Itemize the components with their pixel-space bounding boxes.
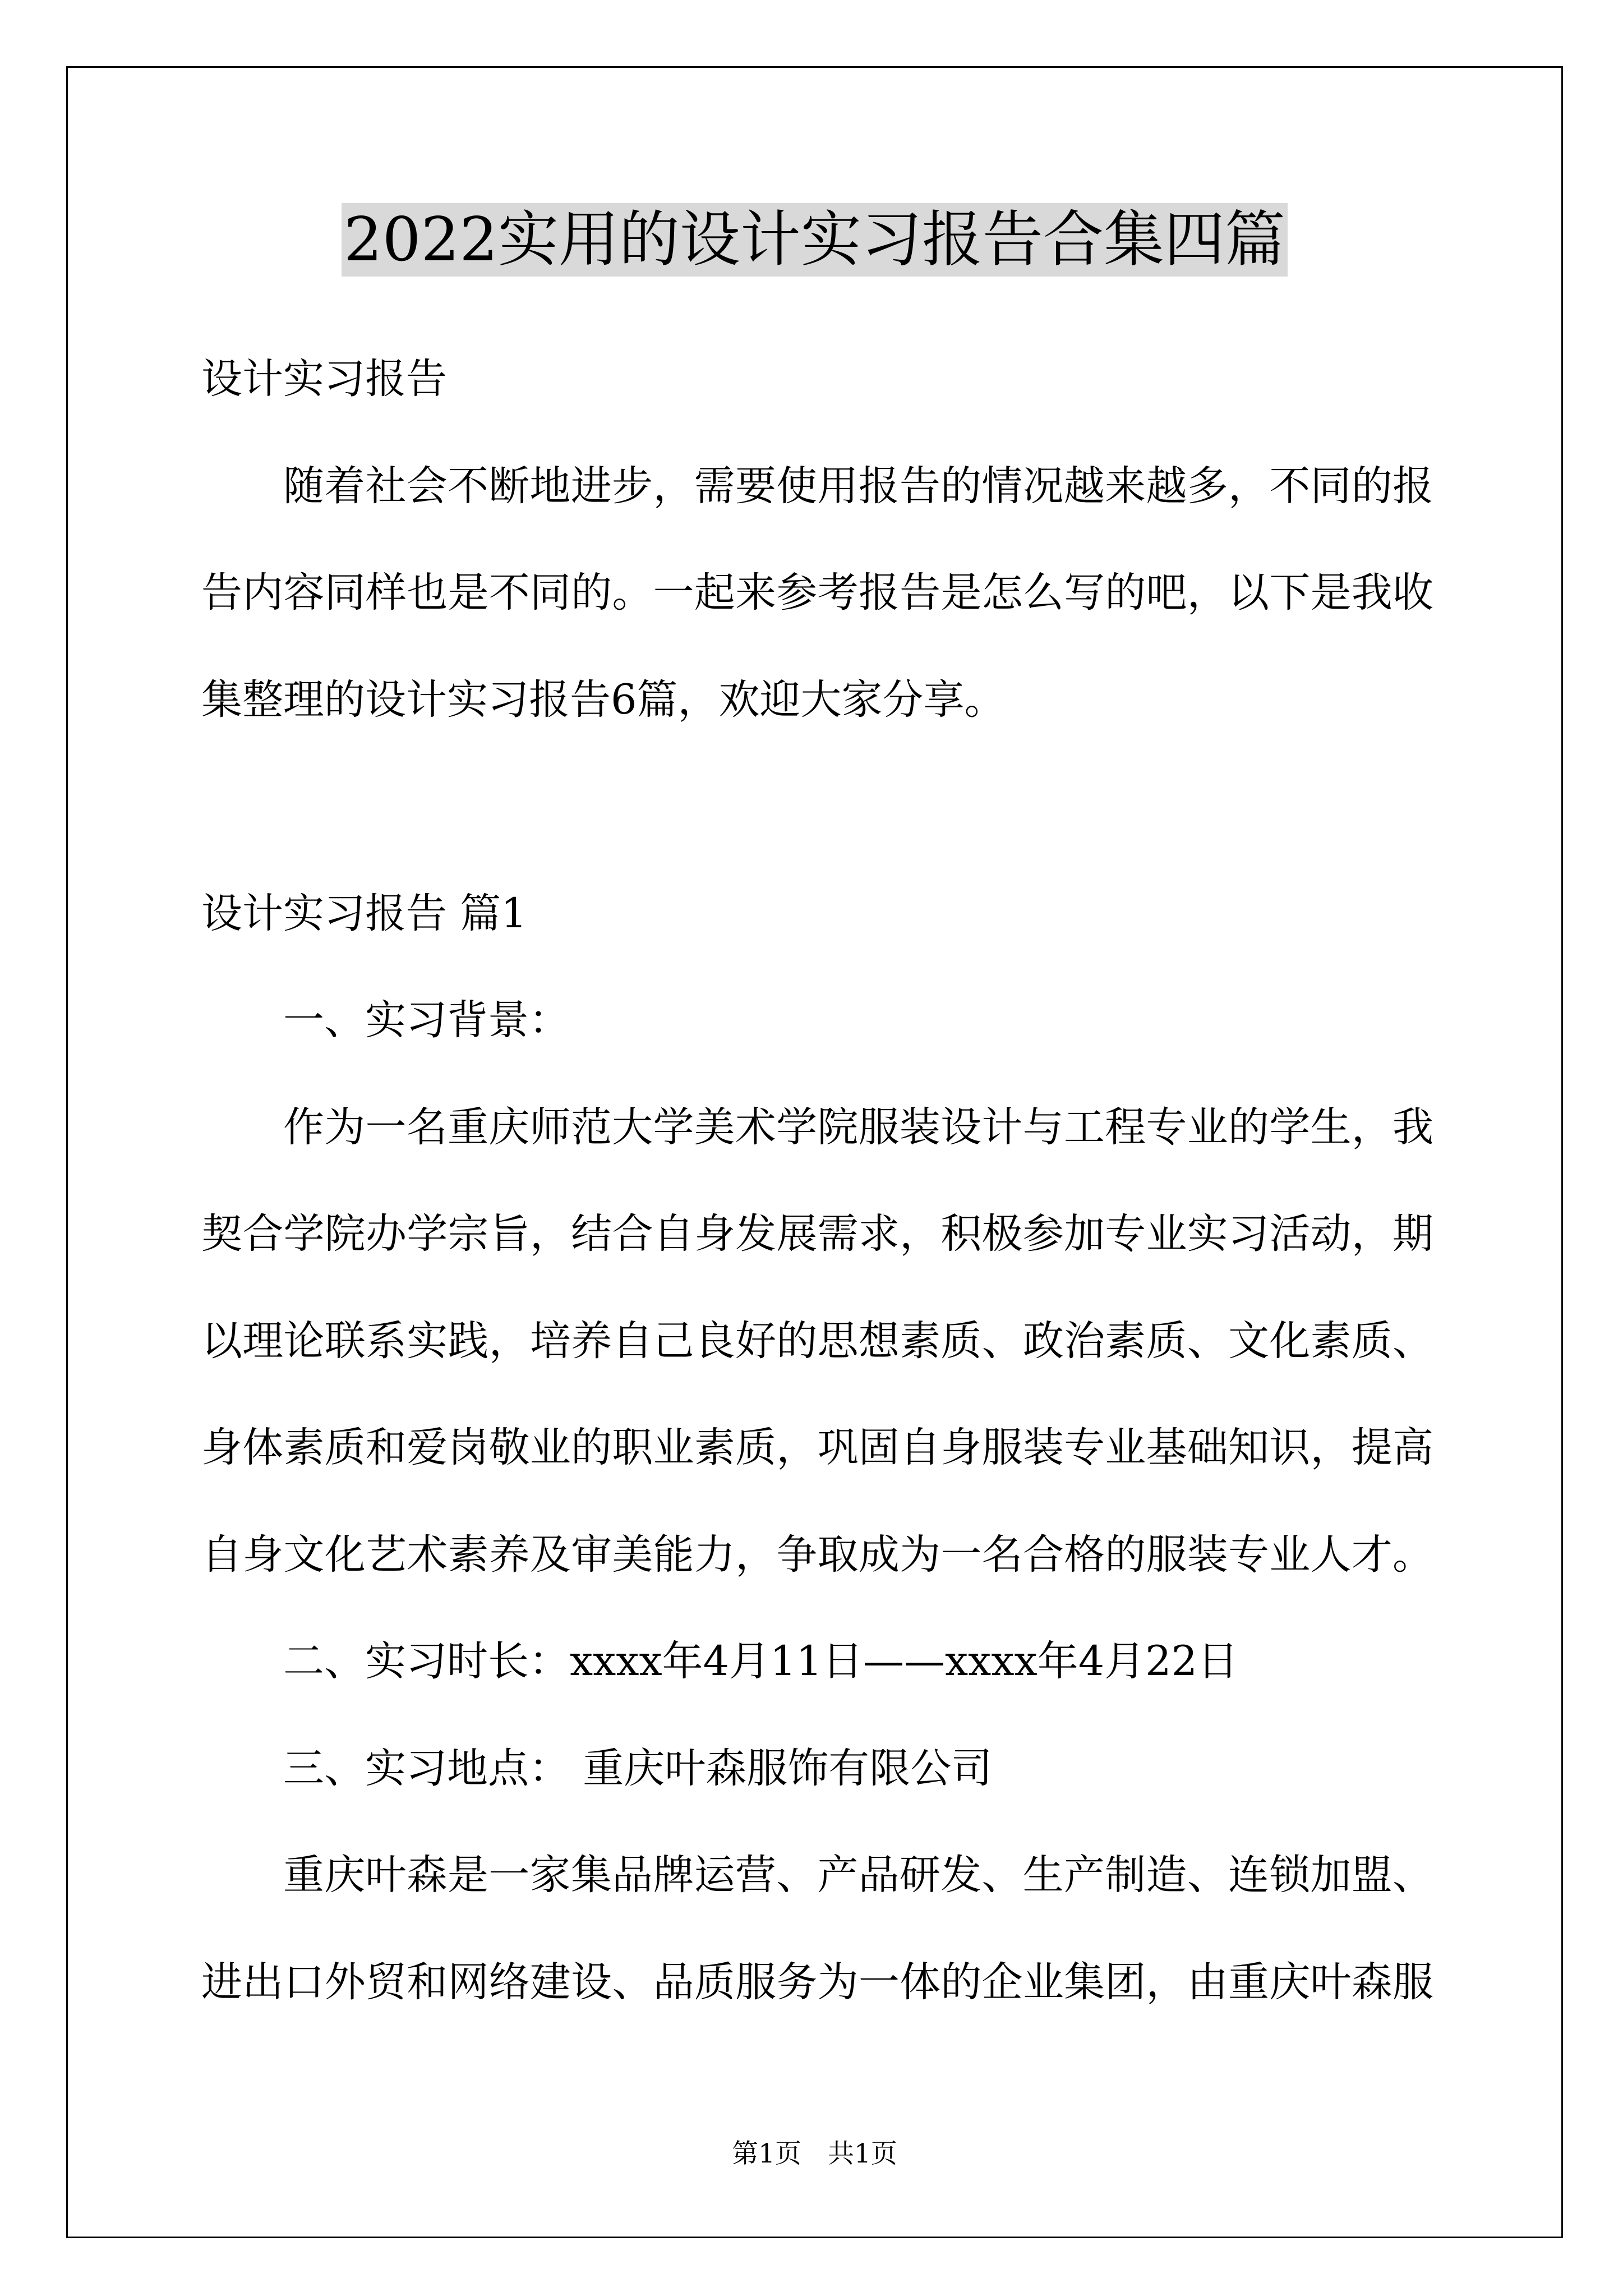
paragraph xyxy=(201,1715,1433,1823)
paragraph xyxy=(201,967,1433,1074)
paragraph-line: 以理论联系实践，培养自己良好的思想素质、政治素质、文化素质、 xyxy=(201,1317,1433,1365)
section-heading: 设计实习报告 xyxy=(201,355,447,403)
document-title: 2022实用的设计实习报告合集四篇 xyxy=(342,203,1288,277)
paragraph-line: 集整理的设计实习报告6篇，欢迎大家分享。 xyxy=(201,675,1006,724)
intro-section xyxy=(201,326,1433,753)
paragraph-line: 身体素质和爱岗敬业的职业素质，巩固自身服装专业基础知识，提高 xyxy=(201,1424,1433,1471)
paragraph-line: 一、实习背景： xyxy=(283,996,570,1044)
paragraph-line: 自身文化艺术素养及审美能力，争取成为一名合格的服装专业人才。 xyxy=(201,1530,1433,1579)
paragraph xyxy=(201,433,1433,754)
section-gap xyxy=(201,753,1433,861)
part-1-paragraphs xyxy=(201,967,1433,2036)
page-number: 第1页 xyxy=(732,2138,801,2169)
paragraph-line: 随着社会不断地进步，需要使用报告的情况越来越多，不同的报 xyxy=(283,462,1433,510)
document-body xyxy=(201,326,1433,2036)
paragraph xyxy=(201,1822,1433,2036)
section-heading: 设计实习报告 篇1 xyxy=(201,889,527,937)
paragraph xyxy=(201,1074,1433,1609)
paragraph-line: 契合学院办学宗旨，结合自身发展需求，积极参加专业实习活动，期 xyxy=(201,1210,1433,1258)
paragraph-line: 作为一名重庆师范大学美术学院服装设计与工程专业的学生，我 xyxy=(283,1103,1433,1151)
paragraph-line: 二、实习时长：xxxx年4月11日——xxxx年4月22日 xyxy=(283,1637,1239,1685)
paragraph-line: 告内容同样也是不同的。一起来参考报告是怎么写的吧，以下是我收 xyxy=(201,569,1433,616)
report-part-1 xyxy=(201,861,1433,2036)
title-block xyxy=(66,203,1563,277)
page-footer xyxy=(66,2137,1563,2171)
paragraph-line: 重庆叶森是一家集品牌运营、产品研发、生产制造、连锁加盟、 xyxy=(283,1851,1433,1899)
paragraph xyxy=(201,1608,1433,1715)
intro-paragraphs xyxy=(201,433,1433,754)
paragraph-line: 进出口外贸和网络建设、品质服务为一体的企业集团，由重庆叶森服 xyxy=(201,1958,1433,2006)
page-count: 共1页 xyxy=(828,2138,897,2169)
paragraph-line: 三、实习地点： 重庆叶森服饰有限公司 xyxy=(283,1744,993,1792)
